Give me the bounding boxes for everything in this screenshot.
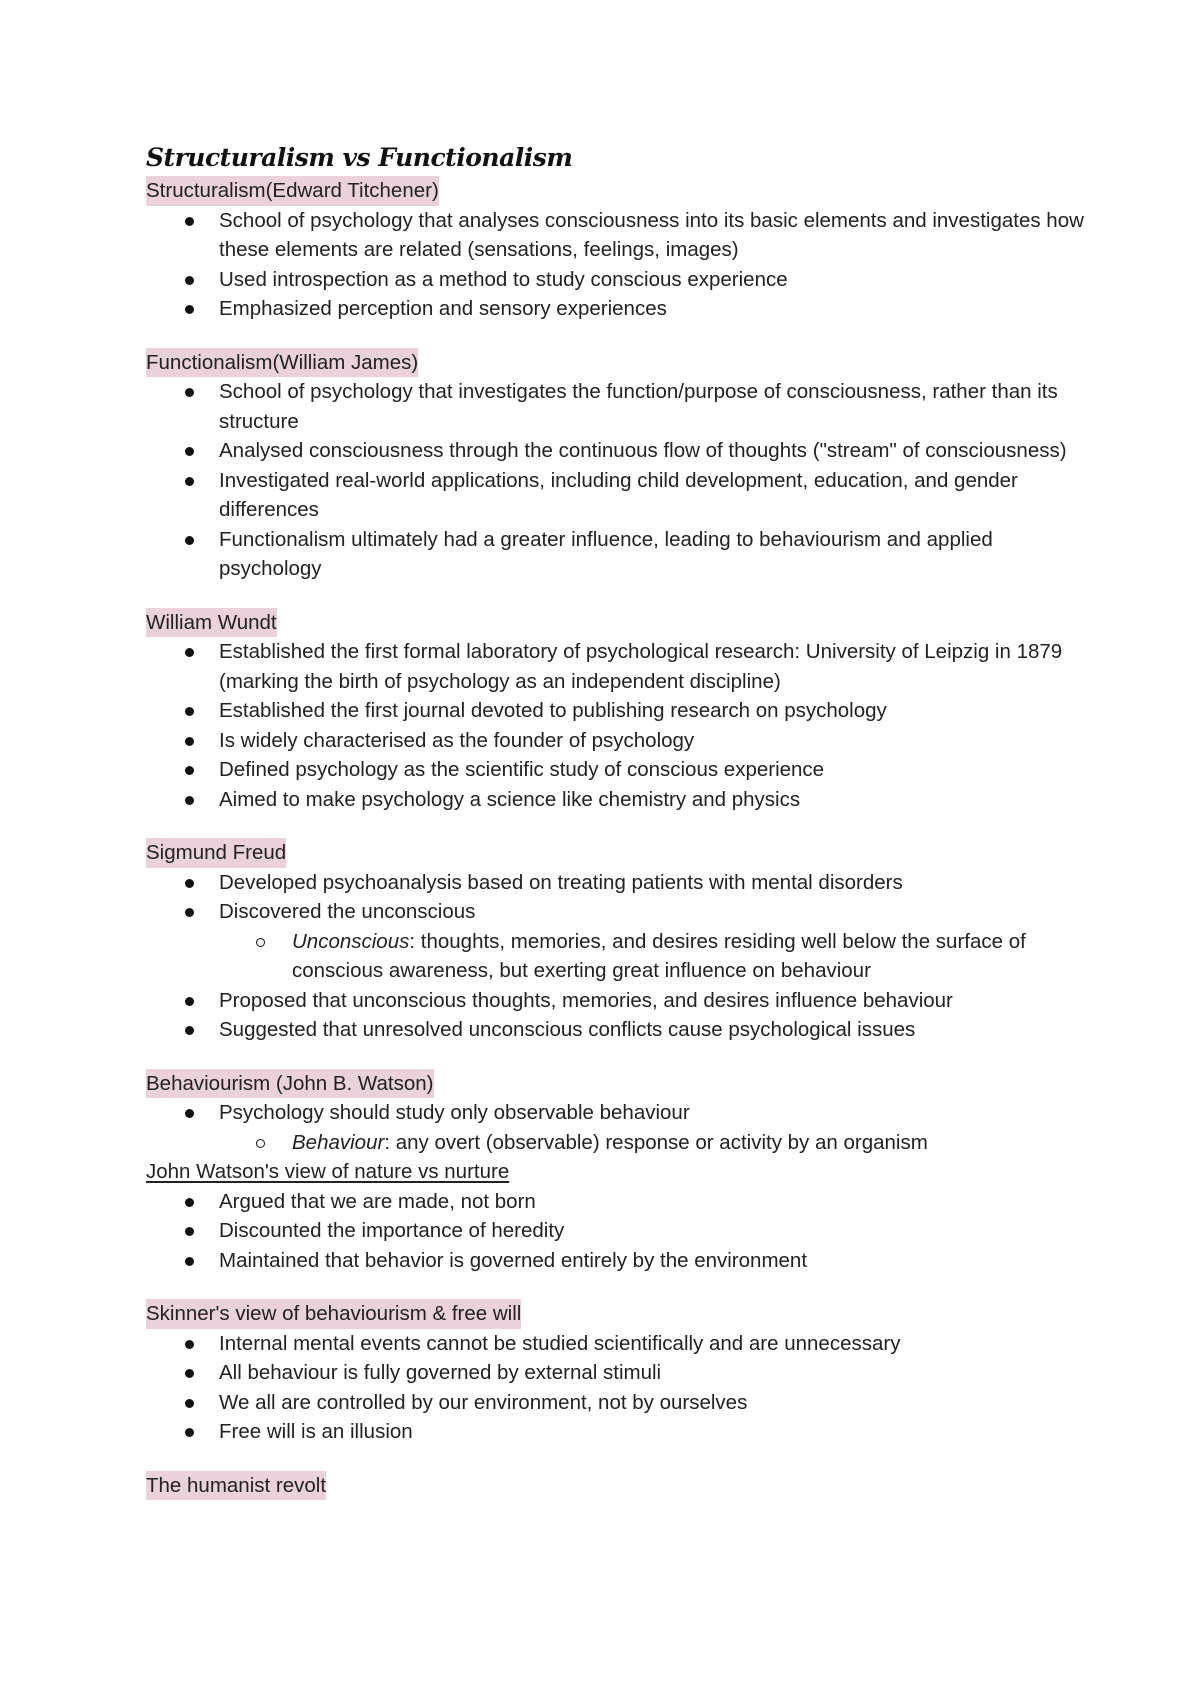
section-heading: The humanist revolt [146,1471,326,1501]
list-item: Proposed that unconscious thoughts, memories, and desires influence behaviour [146,986,1086,1016]
bullet-icon [185,1198,194,1207]
bullet-icon [185,1257,194,1266]
list-item: Argued that we are made, not born [146,1187,1086,1217]
list-item: Free will is an illusion [146,1417,1086,1447]
bullet-icon [185,1340,194,1349]
list-item: Established the first journal devoted to publishing research on psychology [146,696,1086,726]
list-item: Established the first formal laboratory of psychological research: University of Leipzig in 1879 (marking the birth of psychology as an independent discipline) [146,637,1086,696]
bullet-list [146,868,1086,1045]
bullet-icon [185,737,194,746]
bullet-list [146,206,1086,324]
list-item: Aimed to make psychology a science like chemistry and physics [146,785,1086,815]
circle-bullet-icon [256,1139,265,1148]
section-heading: Skinner's view of behaviourism & free will [146,1299,521,1329]
bullet-list [146,1329,1086,1447]
bullet-icon [185,536,194,545]
section-skinner [146,1299,1086,1447]
list-item: School of psychology that investigates the function/purpose of consciousness, rather than its structure [146,377,1086,436]
term: Unconscious [292,929,410,953]
bullet-icon [185,1369,194,1378]
bullet-icon [185,1109,194,1118]
bullet-icon [185,796,194,805]
bullet-icon [185,276,194,285]
list-item: Emphasized perception and sensory experiences [146,294,1086,324]
section-heading: William Wundt [146,608,277,638]
page-title: Structuralism vs Functionalism [146,143,573,172]
subheading: John Watson's view of nature vs nurture [146,1160,510,1183]
circle-bullet-icon [256,938,265,947]
section-functionalism [146,348,1086,584]
list-item: Maintained that behavior is governed entirely by the environment [146,1246,1086,1276]
bullet-icon [185,908,194,917]
bullet-icon [185,648,194,657]
list-item: Discovered the unconscious Unconscious: thoughts, memories, and desires residing well below the surface of conscious awareness, but exerting great influence on behaviour [146,897,1086,986]
sub-bullet-list [219,1128,1086,1158]
list-item: Discounted the importance of heredity [146,1216,1086,1246]
section-heading: Behaviourism (John B. Watson) [146,1069,434,1099]
bullet-icon [185,1428,194,1437]
section-heading: Structuralism(Edward Titchener) [146,176,439,206]
sub-bullet-list [219,927,1086,986]
bullet-list [146,1187,1086,1276]
list-item: Is widely characterised as the founder of psychology [146,726,1086,756]
term: Behaviour [292,1130,385,1154]
bullet-list [146,377,1086,584]
section-freud [146,838,1086,1045]
bullet-icon [185,766,194,775]
bullet-icon [185,388,194,397]
list-item: School of psychology that analyses consciousness into its basic elements and investigates how these elements are related (sensations, feelings, images) [146,206,1086,265]
bullet-list [146,637,1086,814]
bullet-icon [185,879,194,888]
list-item: Psychology should study only observable behaviour Behaviour: any overt (observable) response or activity by an organism [146,1098,1086,1157]
list-item: We all are controlled by our environment, not by ourselves [146,1388,1086,1418]
section-wundt [146,608,1086,815]
bullet-icon [185,707,194,716]
bullet-icon [185,997,194,1006]
bullet-icon [185,447,194,456]
list-item: All behaviour is fully governed by external stimuli [146,1358,1086,1388]
section-structuralism [146,176,1086,324]
document-page [146,140,1086,1524]
bullet-icon [185,305,194,314]
list-item: Used introspection as a method to study conscious experience [146,265,1086,295]
list-item: Investigated real-world applications, including child development, education, and gender differences [146,466,1086,525]
section-behaviourism [146,1069,1086,1276]
bullet-icon [185,217,194,226]
bullet-icon [185,1026,194,1035]
list-item: Analysed consciousness through the continuous flow of thoughts ("stream" of consciousness) [146,436,1086,466]
section-heading: Sigmund Freud [146,838,286,868]
sub-list-item: Behaviour: any overt (observable) response or activity by an organism [219,1128,1086,1158]
list-item: Internal mental events cannot be studied scientifically and are unnecessary [146,1329,1086,1359]
list-item: Suggested that unresolved unconscious conflicts cause psychological issues [146,1015,1086,1045]
section-humanist [146,1471,1086,1501]
bullet-icon [185,1227,194,1236]
bullet-icon [185,477,194,486]
list-item: Developed psychoanalysis based on treating patients with mental disorders [146,868,1086,898]
sub-list-item: Unconscious: thoughts, memories, and desires residing well below the surface of conscious awareness, but exerting great influence on behaviour [219,927,1086,986]
list-item: Defined psychology as the scientific study of conscious experience [146,755,1086,785]
bullet-icon [185,1399,194,1408]
list-item: Functionalism ultimately had a greater influence, leading to behaviourism and applied psychology [146,525,1086,584]
section-heading: Functionalism(William James) [146,348,418,378]
bullet-list [146,1098,1086,1157]
